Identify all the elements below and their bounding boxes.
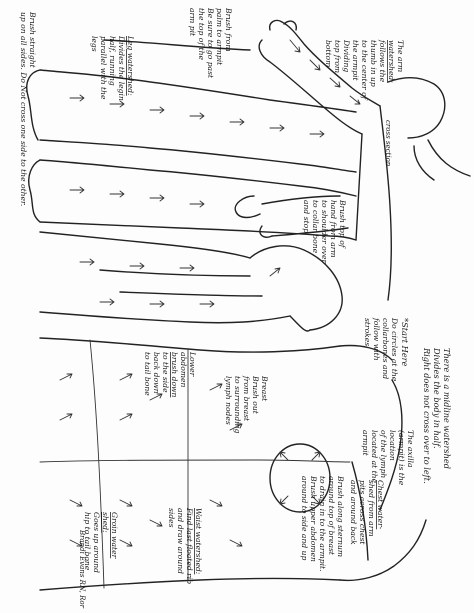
arrow-icon bbox=[120, 414, 132, 420]
svg-text:Groin water: Groin water bbox=[110, 512, 119, 559]
arrow-icon bbox=[150, 520, 162, 526]
arrow-icon bbox=[70, 500, 82, 506]
arm-brush-note bbox=[188, 7, 233, 79]
svg-text:and stop: and stop bbox=[302, 200, 311, 234]
lower-abdomen-note bbox=[143, 351, 197, 398]
arrow-icon bbox=[130, 263, 144, 269]
armpit-watershed-note bbox=[361, 430, 415, 486]
arrow-icon bbox=[120, 374, 132, 380]
svg-text:from breast: from breast bbox=[242, 376, 251, 422]
svg-text:top from: top from bbox=[333, 40, 342, 74]
arrow-icon bbox=[280, 496, 288, 504]
breast-note bbox=[224, 375, 269, 434]
svg-text:to tail bone: to tail bone bbox=[143, 352, 152, 396]
svg-text:strokes: strokes bbox=[363, 318, 372, 347]
svg-text:thumb in up: thumb in up bbox=[369, 40, 378, 87]
svg-text:located at the: located at the bbox=[370, 430, 379, 484]
arrow-icon bbox=[280, 452, 288, 460]
arrow-icon bbox=[120, 540, 132, 546]
svg-text:hip to tail bone: hip to tail bone bbox=[83, 512, 92, 571]
groin-watershed-note bbox=[83, 512, 119, 573]
svg-text:around top of breast: around top of breast bbox=[327, 476, 336, 555]
svg-text:Right does not cross over to l: Right does not cross over to left. bbox=[422, 348, 432, 484]
svg-text:to drain in to the armpit.: to drain in to the armpit. bbox=[318, 476, 327, 572]
svg-text:to collar bone: to collar bone bbox=[311, 200, 320, 254]
arrow-icon bbox=[190, 113, 204, 119]
svg-text:Brush from: Brush from bbox=[224, 8, 233, 52]
svg-text:Chest water-: Chest water- bbox=[376, 480, 385, 530]
svg-text:Do circles at the: Do circles at the bbox=[390, 318, 399, 382]
svg-text:watershed:: watershed: bbox=[387, 40, 396, 83]
svg-text:Brush straight: Brush straight bbox=[28, 12, 37, 68]
svg-text:lymph nodes: lymph nodes bbox=[224, 376, 233, 425]
arrow-icon bbox=[230, 119, 244, 125]
svg-text:Divides the body in half.: Divides the body in half. bbox=[432, 348, 442, 449]
arrow-icon bbox=[230, 540, 242, 546]
svg-text:follows the: follows the bbox=[378, 40, 387, 83]
svg-text:Brush along sternum: Brush along sternum bbox=[336, 476, 345, 558]
arrow-icon bbox=[150, 301, 164, 307]
arrow-icon bbox=[80, 259, 94, 265]
svg-text:to shoulder over: to shoulder over bbox=[320, 200, 329, 264]
arrow-icon bbox=[150, 195, 164, 201]
svg-text:to the side: to the side bbox=[161, 352, 170, 393]
svg-text:Divides the legin: Divides the legin bbox=[117, 36, 126, 101]
svg-text:Brush out: Brush out bbox=[251, 376, 260, 414]
svg-text:and draw around: and draw around bbox=[176, 508, 185, 574]
svg-text:*Start Here: *Start Here bbox=[400, 318, 410, 367]
svg-text:half, running: half, running bbox=[108, 36, 117, 86]
svg-text:brush down: brush down bbox=[170, 352, 179, 398]
svg-text:the top of the: the top of the bbox=[197, 8, 206, 60]
cross-section-label bbox=[384, 120, 392, 167]
svg-text:Be sure to go past: Be sure to go past bbox=[206, 8, 215, 79]
svg-text:follow with: follow with bbox=[372, 318, 381, 361]
waist-watershed-note bbox=[167, 507, 203, 584]
svg-text:Leg watershed:: Leg watershed: bbox=[126, 36, 135, 96]
svg-text:the armpit: the armpit bbox=[351, 40, 360, 81]
svg-text:parallel with the: parallel with the bbox=[99, 36, 108, 100]
svg-text:Find last floated rib: Find last floated rib bbox=[185, 508, 194, 585]
brush-straight-note bbox=[19, 11, 37, 206]
flow-arrows bbox=[60, 40, 360, 546]
svg-text:Brandi Evans RN, Ror: Brandi Evans RN, Ror bbox=[78, 530, 86, 608]
svg-text:abdomen: abdomen bbox=[179, 352, 188, 388]
arrow-icon bbox=[310, 131, 324, 137]
svg-text:palm to armpit: palm to armpit bbox=[215, 8, 224, 66]
svg-text:up on all sides. Do Not cross: up on all sides. Do Not cross one side to the other. bbox=[19, 12, 28, 207]
svg-text:and around back: and around back bbox=[349, 480, 358, 545]
svg-text:hand from arm: hand from arm bbox=[329, 200, 338, 258]
arrow-icon bbox=[110, 191, 124, 197]
chest-watershed-note bbox=[349, 480, 385, 545]
arrow-icon bbox=[330, 78, 340, 87]
svg-text:Waist watershed:: Waist watershed: bbox=[194, 508, 203, 575]
brush-sternum-note bbox=[300, 475, 345, 572]
svg-text:The axilla: The axilla bbox=[406, 430, 415, 468]
arrow-icon bbox=[310, 60, 320, 70]
svg-text:bottom: bottom bbox=[324, 40, 333, 68]
svg-text:pits across chest: pits across chest bbox=[358, 480, 367, 545]
svg-text:sides: sides bbox=[167, 508, 176, 528]
arrow-icon bbox=[200, 301, 214, 307]
arrow-icon bbox=[290, 40, 300, 52]
svg-text:to the center of: to the center of bbox=[360, 40, 369, 100]
arrow-icon bbox=[70, 187, 84, 193]
svg-text:Brush top of: Brush top of bbox=[338, 200, 347, 248]
svg-text:There is a midline watershed: There is a midline watershed bbox=[442, 348, 452, 469]
svg-text:collarbones and: collarbones and bbox=[381, 318, 390, 380]
brush-shoulder-note bbox=[302, 199, 347, 263]
arrow-icon bbox=[180, 265, 194, 271]
svg-text:shed from arm: shed from arm bbox=[367, 480, 376, 537]
arrow-icon bbox=[210, 500, 222, 506]
svg-text:around to side and up: around to side and up bbox=[300, 476, 309, 561]
svg-text:to surrounding: to surrounding bbox=[233, 376, 242, 434]
arrow-icon bbox=[270, 125, 284, 131]
svg-text:legs: legs bbox=[90, 36, 99, 52]
arrow-icon bbox=[312, 452, 320, 460]
arrow-icon bbox=[100, 299, 114, 305]
arrow-icon bbox=[150, 107, 164, 113]
leg-watershed-note bbox=[90, 35, 135, 101]
svg-text:of the lymph: of the lymph bbox=[379, 430, 388, 479]
svg-text:cross section: cross section bbox=[384, 120, 392, 167]
middle-figure-outline bbox=[40, 232, 342, 331]
arrow-icon bbox=[60, 374, 72, 380]
midline-note bbox=[422, 347, 452, 484]
arrow-icon bbox=[350, 96, 360, 104]
arrow-icon bbox=[270, 268, 280, 276]
svg-text:The arm: The arm bbox=[396, 40, 405, 73]
arrow-icon bbox=[120, 500, 132, 506]
svg-text:back down: back down bbox=[152, 352, 161, 394]
signature bbox=[78, 529, 86, 609]
arrow-icon bbox=[110, 101, 124, 107]
svg-text:location: location bbox=[388, 430, 397, 461]
arm-watershed-note bbox=[324, 39, 405, 101]
arrow-icon bbox=[60, 414, 72, 420]
svg-text:shed:: shed: bbox=[101, 512, 110, 533]
svg-text:Dividing: Dividing bbox=[342, 40, 351, 73]
start-here-note bbox=[363, 317, 410, 382]
arrow-icon bbox=[70, 95, 84, 101]
arrow-icon bbox=[210, 384, 222, 390]
svg-text:(armpit) is the: (armpit) is the bbox=[397, 430, 406, 486]
svg-text:armpit: armpit bbox=[361, 430, 370, 456]
svg-text:Goes up around: Goes up around bbox=[92, 512, 101, 573]
svg-text:Breast: Breast bbox=[260, 376, 269, 402]
arrow-icon bbox=[190, 201, 204, 207]
svg-text:Brush upper abdomen: Brush upper abdomen bbox=[309, 476, 318, 562]
svg-text:arm pit: arm pit bbox=[188, 8, 197, 37]
svg-text:Lower: Lower bbox=[188, 352, 197, 377]
